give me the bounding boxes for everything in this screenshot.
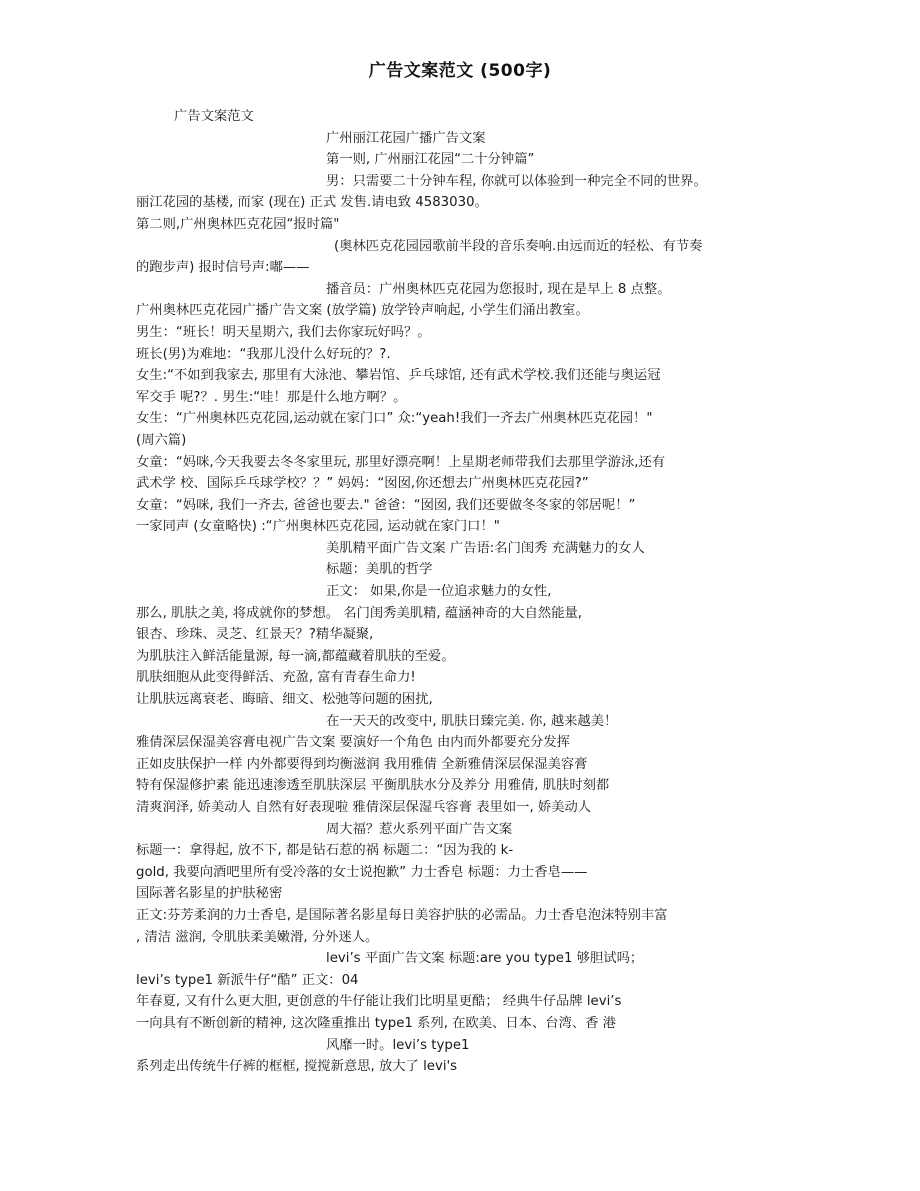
text-line: 军交手 呢?？. 男生:“哇！那是什么地方啊？。	[136, 389, 407, 405]
text-line: 女童：“妈咪, 我们一齐去, 爸爸也要去." 爸爸：“囡囡, 我们还要做冬冬家的邻居呢！”	[136, 497, 636, 513]
text-line: 清爽润泽, 娇美动人 自然有好表现啦 雅倩深层保湿乓容膏 表里如一, 娇美动人	[136, 800, 592, 815]
text-line: 广州奥林匹克花园广播广告文案 (放学篇) 放学铃声响起, 小学生们涌出教室。	[136, 303, 589, 319]
text-line: 武术学 校、国际乒乓球学校？？” 妈妈：“囡囡,你还想去广州奥林匹克花园?”	[136, 476, 589, 492]
document-title: 广告文案范文 (500字)	[368, 61, 552, 81]
text-line: 女生：“广州奥林匹克花园,运动就在家门口” 众:“yeah!我们一齐去广州奥林匹克花园！"	[136, 411, 653, 427]
text-line: 正文： 如果,你是一位追求魅力的女性,	[326, 584, 552, 600]
text-line: 标题一：拿得起, 放不下, 都是钻石惹的祸 标题二：“因为我的 k-	[136, 843, 514, 859]
text-line: 男：只需要二十分钟车程, 你就可以体验到一种完全不同的世界。	[326, 173, 707, 189]
text-line: levi’s type1 新派牛仔“酷” 正文：04	[136, 972, 359, 988]
text-line: 播音员：广州奥林匹克花园为您报时, 现在是早上 8 点整。	[326, 281, 671, 297]
text-line: 广州丽江花园广播广告文案	[326, 130, 486, 146]
text-line: 正如皮肤保护一样 内外都要得到均衡滋润 我用雅倩 全新雅倩深层保湿美容膏	[136, 756, 588, 772]
text-line: 的跑步声) 报时信号声:嘟——	[136, 260, 310, 276]
text-line: gold, 我要向酒吧里所有受冷落的女士说抱歉” 力士香皂 标题：力士香皂——	[136, 864, 588, 880]
text-line: 标题：美肌的哲学	[326, 562, 433, 578]
text-line: 第一则, 广州丽江花园“二十分钟篇”	[326, 152, 535, 168]
text-line: 周大福？惹火系列平面广告文案	[326, 821, 513, 837]
text-line: 一家同声 (女童略快) :“广州奥林匹克花园, 运动就在家门口！"	[136, 519, 500, 535]
text-line: 国际著名影星的护肤秘密	[136, 886, 283, 902]
document-body	[136, 106, 786, 1078]
text-line: 女生:“不如到我家去, 那里有大泳池、攀岩馆、乒乓球馆, 还有武术学校.我们还能与奥运冠	[136, 368, 661, 384]
text-line: 系列走出传统牛仔裤的框框, 搅搅新意思, 放大了 levi's	[136, 1059, 458, 1075]
text-line: 让肌肤远离衰老、晦暗、细文、松弛等问题的困扰,	[136, 692, 433, 708]
text-line: 正文:芬芳柔润的力士香皂, 是国际著名影星每日美容护肤的必需品。力士香皂泡沫特别丰富	[136, 907, 668, 923]
text-line: 为肌肤注入鲜活能量源, 每一滴,都蕴藏着肌肤的至爱。	[136, 648, 455, 664]
text-line: 班长(男)为难地：“我那儿没什么好玩的？?.	[136, 346, 391, 362]
text-line: 风靡一时。levi’s type1	[326, 1037, 470, 1053]
text-line: levi’s 平面广告文案 标题:are you type1 够胆试吗；	[326, 951, 644, 967]
text-line: (奥林匹克花园园歌前半段的音乐奏响.由远而近的轻松、有节奏	[334, 238, 703, 254]
text-line: 美肌精平面广告文案 广告语:名门闺秀 充满魅力的女人	[326, 540, 645, 556]
text-line: 雅倩深层保湿美容膏电视广告文案 要演好一个角色 由内而外都要充分发挥	[136, 735, 570, 751]
text-line: 在一天天的改变中, 肌肤日臻完美. 你, 越来越美！	[326, 713, 618, 729]
text-line: 丽江花园的基楼, 而家 (现在) 正式 发售.请电致 4583030。	[136, 195, 488, 211]
text-line: 女童：“妈咪,今天我要去冬冬家里玩, 那里好漂亮啊！上星期老师带我们去那里学游泳,还有	[136, 454, 666, 470]
text-line: 肌肤细胞从此变得鲜活、充盈, 富有青春生命力!	[136, 670, 416, 686]
text-line: 银杏、珍珠、灵芝、红景天？?精华凝聚,	[136, 627, 374, 643]
text-line: 男生：“班长！明天星期六, 我们去你家玩好吗？。	[136, 324, 431, 340]
text-line: 广告文案范文	[174, 109, 254, 124]
text-line: 第二则,广州奥林匹克花园“报时篇"	[136, 216, 340, 232]
text-line: 一向具有不断创新的精神, 这次隆重推出 type1 系列, 在欧美、日本、台湾、香 港	[136, 1015, 616, 1031]
text-line: (周六篇)	[136, 432, 187, 448]
text-line: 那么, 肌肤之美, 将成就你的梦想。 名门闺秀美肌精, 蕴涵神奇的大自然能量,	[136, 605, 583, 621]
text-line: , 清洁 滋润, 令肌肤柔美嫩滑, 分外迷人。	[136, 929, 379, 945]
text-line: 特有保湿修护素 能迅速渗透至肌肤深层 平衡肌肤水分及养分 用雅倩, 肌肤时刻都	[136, 778, 610, 794]
text-line: 年春夏, 又有什么更大胆, 更创意的牛仔能让我们比明星更酷； 经典牛仔品牌 levi’s	[136, 994, 622, 1010]
